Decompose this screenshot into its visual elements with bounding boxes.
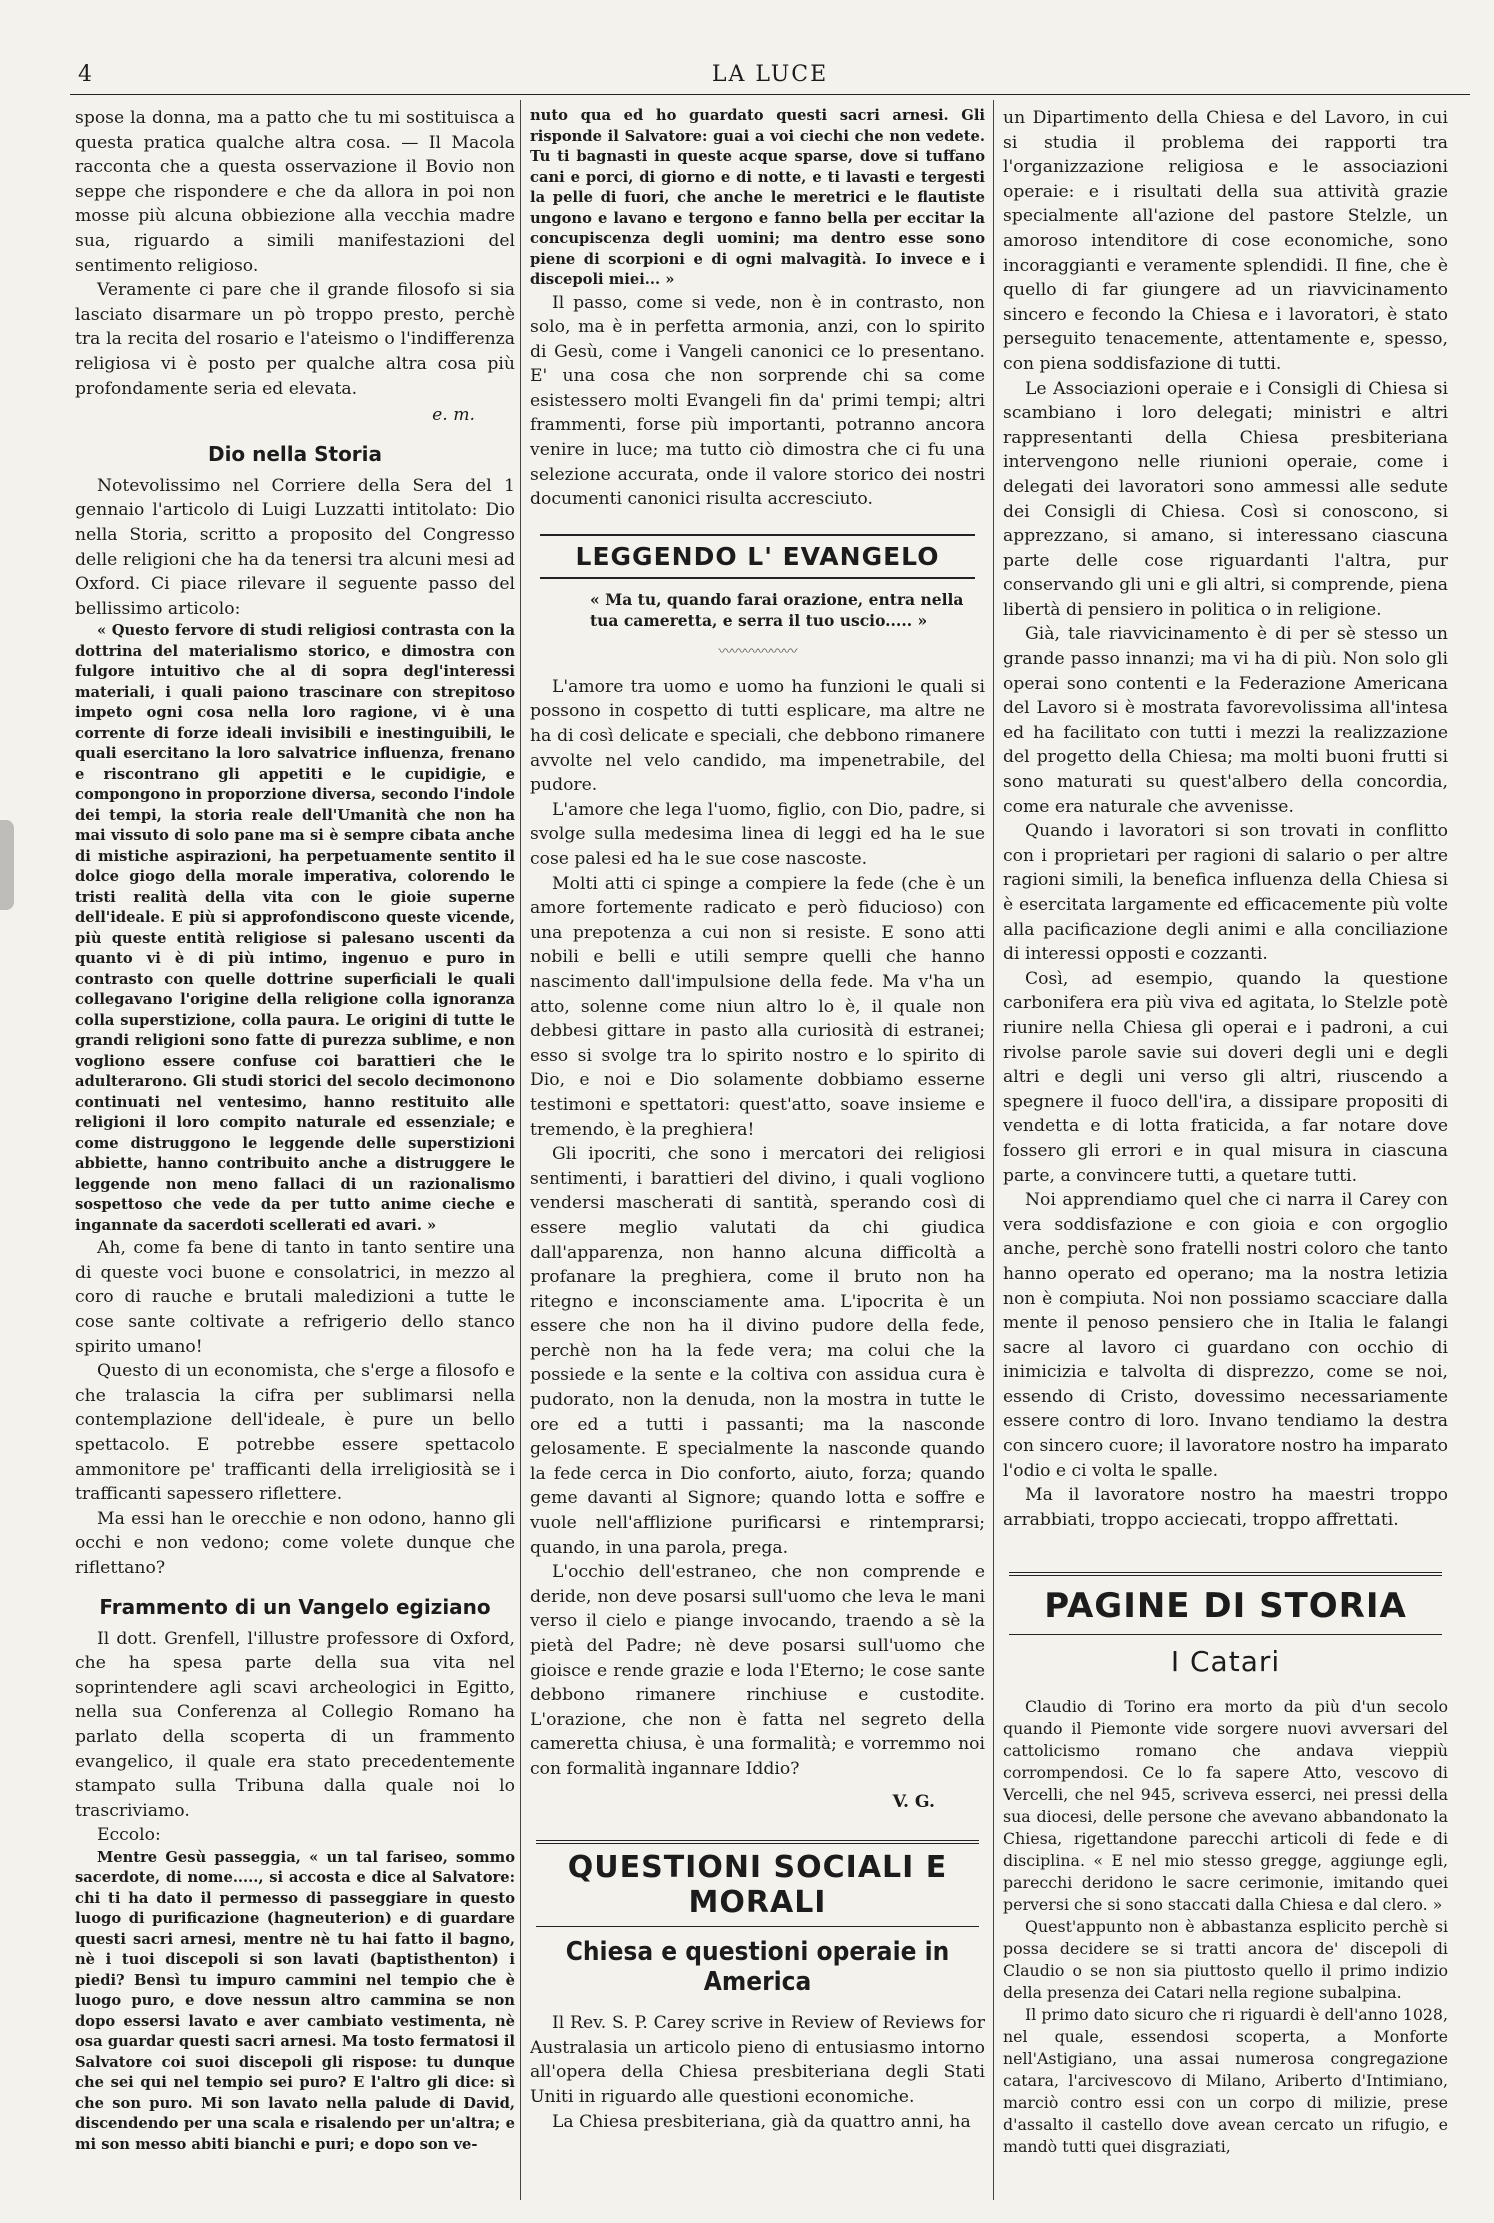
paragraph: Già, tale riavvicinamento è di per sè stesso un grande passo innanzi; ma vi ha di più. Non solo gli operai sono contenti e la Federazione Americana del Lavoro si è mostrata favorevolissima all'intesa ed ha facilitato con tutti i mezzi la realizzazione del progetto della Chiesa; ma molti buoni frutti si sono maturati su quest'albero della concordia, come era naturale che avvenisse. bbox=[1003, 624, 1448, 817]
section-heading: Frammento di un Vangelo egiziano bbox=[99, 1594, 491, 1619]
section-heading: Dio nella Storia bbox=[207, 441, 383, 466]
paragraph: Le Associazioni operaie e i Consigli di Chiesa si scambiano i loro delegati; ministri e altri rappresentanti della Chiesa presbiteriana intervengono nelle riunioni operaie, come i delegati dei lavoratori sono ammessi alle sedute dei Consigli di Chiesa. Così si conoscono, si apprezzano, si amano, si interessano ciascuna parte delle cose riguardanti l'altra, pur conservando gli uni e gli altri, si comprende, piena libertà di pensiero in politica o in religione. bbox=[1003, 378, 1448, 620]
epigraph bbox=[590, 589, 975, 631]
column-right bbox=[1003, 106, 1448, 2196]
column-divider bbox=[520, 100, 521, 2200]
section-title-leggendo: LEGGENDO L' EVANGELO bbox=[540, 534, 975, 579]
paragraph: Così, ad esempio, quando la questione carbonifera era più viva ed agitata, lo Stelzle potè riunire nella Chiesa gli operai e i padroni, a cui rivolse parole savie sui doveri degli uni e degli altri e degli uni verso gli altri, riuscendo a spegnere il fuoco dell'ira, a dissipare propositi di vendetta e di lotta fraticida, a far notare dove fossero gli errori e in qual misura in ciascuna parte, a convincere tutti, a quetare tutti. bbox=[1003, 968, 1448, 1186]
paragraph: L'occhio dell'estraneo, che non comprende e deride, non deve posarsi sull'uomo che leva le mani verso il cielo e piange invocando, traendo a sè la pietà del Padre; nè deve posarsi sull'uomo che gioisce e rende grazie e loda l'Eterno; le cose sante debbono rimanere rinchiuse e custodite. L'orazione, che non è fatta nel segreto della cameretta chiusa, è una formalità; e vorremmo noi con formalità ingannare Iddio? bbox=[530, 1562, 985, 1779]
wave-ornament: 〰〰〰〰〰〰 bbox=[718, 643, 797, 660]
page-edge-stain bbox=[0, 820, 14, 910]
paragraph: Molti atti ci spinge a compiere la fede (che è un amore fortemente radicato e però fiducioso) con una prepotenza a cui non si resiste. E sono atti nobili e belli e utili sempre quelli che hanno nascimento dall'impulsione della fede. Ma v'ha un atto, solenne come niun altro lo è, il quale non debbesi gittare in pasto alla curiosità di estranei; esso si svolge tra lo spirito nostro e lo spirito di Dio, e noi e Dio solamente dobbiamo esserne testimoni e spettatori: quest'atto, soave insieme e tremendo, è la preghiera! bbox=[530, 873, 985, 1140]
paragraph: Ma essi han le orecchie e non odono, hanno gli occhi e non vedono; come volete dunque che riflettano? bbox=[75, 1508, 515, 1578]
signature: V. G. bbox=[892, 1791, 935, 1812]
paragraph: L'amore tra uomo e uomo ha funzioni le quali si possono in cospetto di tutti esplicare, ma altre ne ha di così delicate e speciali, che debbono rimanere avvolte nel velo candido, ma impenetrabile, del pudore. bbox=[530, 676, 985, 796]
paragraph: Quest'appunto non è abbastanza esplicito perchè si possa decidere se si tratti ancora de' discepoli di Claudio o se non sia piuttosto quello il primo indizio della presenza dei Catari nella regione subalpina. bbox=[1003, 1917, 1448, 2003]
paragraph: Quando i lavoratori si son trovati in conflitto con i proprietari per ragioni di salario o per altre ragioni simili, la benefica influenza della Chiesa si è esercitata largamente ed efficacemente più volte alla pacificazione degli animi e alla conciliazione di interessi opposti e cozzanti. bbox=[1003, 821, 1448, 965]
paragraph: Il passo, come si vede, non è in contrasto, non solo, ma è in perfetta armonia, anzi, con lo spirito di Gesù, come i Vangeli canonici ce lo presentano. E' una cosa che non sorprende chi sa come esistessero molti Evangeli fin da' primi tempi; altri frammenti, forse più importanti, potranno ancora venire in luce; ma tutto ciò dimostra che ci fu una selezione accurata, onde il valore storico dei nostri documenti canonici risulta accresciuto. bbox=[530, 292, 985, 510]
column-divider bbox=[993, 100, 994, 2200]
quotation: Mentre Gesù passeggia, « un tal fariseo, sommo sacerdote, di nome....., si accosta e dice al Salvatore: chi ti ha dato il permesso di passeggiare in questo luogo di purificazione (hagneuterion) e di guardare questi sacri arnesi, mentre nè tu hai fatto il bagno, nè i tuoi discepoli si son lavati (baptisthenton) i piedi? Bensì tu impuro cammini nel tempio che è luogo puro, e dove nessun altro cammina se non dopo essersi lavato e aver cambiato vestimenta, nè osa guardar questi sacri arnesi. Ma tosto fermatosi il Salvatore coi suoi discepoli gli rispose: tu dunque che sei qui nel tempio sei puro? E l'altro gli dice: sì che son puro. Mi son lavato nella palude di David, discendendo per una scala e risalendo per un'altra; e mi son messo abiti bianchi e puri; e dopo son ve- bbox=[75, 1848, 515, 2153]
paragraph: Il Rev. S. P. Carey scrive in Review of Reviews for Australasia un articolo pieno di entusiasmo intorno all'opera della Chiesa presbiteriana degli Stati Uniti in riguardo alle questioni economiche. bbox=[530, 2013, 985, 2107]
paragraph: Ah, come fa bene di tanto in tanto sentire una di queste voci buone e consolatrici, in mezzo al coro di rauche e brutali maledizioni a tutte le cose sante coltivate a refrigerio dello stanco spirito umano! bbox=[75, 1238, 515, 1357]
page-header bbox=[70, 60, 1470, 90]
column-center bbox=[530, 106, 985, 2196]
paragraph: Il primo dato sicuro che ri riguardi è dell'anno 1028, nel quale, essendosi scoperta, a Monforte nell'Astigiano, una assai numerosa congregazione catara, l'arcivescovo di Milano, Ariberto d'Intimiano, marciò contro essi con un corpo di milizie, prese d'assalto il castello dove avean cercato un rifugio, e mandò tutti quei disgraziati, bbox=[1003, 2005, 1448, 2157]
paragraph: Eccolo: bbox=[97, 1825, 161, 1846]
epigraph-text: « Ma tu, quando farai orazione, entra nella tua cameretta, e serra il tuo uscio..... » bbox=[590, 589, 964, 630]
column-left bbox=[75, 106, 515, 2196]
article-title: Chiesa e questioni operaie in America bbox=[565, 1937, 950, 1998]
quotation: nuto qua ed ho guardato questi sacri arnesi. Gli risponde il Salvatore: guai a voi ciechi che non vedete. Tu ti bagnasti in queste acque sparse, dove si tuffano cani e porci, di giorno e di notte, e ti lavasti e tergesti la pelle di fuori, che anche le meretrici e le flautiste ungono e lavano e tergono e fanno bella per eccitar la concupiscenza degli uomini; ma dentro esse sono piene di scorpioni e di ogni malvagità. Io invece e i discepoli miei... » bbox=[530, 107, 985, 288]
paragraph: Gli ipocriti, che sono i mercatori dei religiosi sentimenti, i barattieri del divino, i quali vogliono vendersi mascherati di santità, sperando così di essere meglio valutati da chi giudica dall'apparenza, non hanno alcuna difficoltà a profanare la preghiera, come il bruto non ha ritegno e inconsciamente ama. L'ipocrita è un essere che non ha il divino pudore della fede, perchè non ha la fede vera; ma colui che la possiede e la sente e la coltiva con assidua cura è pudorato, non la denuda, non la mostra in tutte le ore ed a tutti i passanti; ma la nasconde gelosamente. E specialmente la nasconde quando la fede cerca in Dio conforto, aiuto, forza; quando geme davanti al Signore; quando lotta e soffre e vuole nell'afflizione purificarsi e rintemprarsi; quando, in una parola, prega. bbox=[530, 1144, 985, 1558]
section-banner-questioni: QUESTIONI SOCIALI E MORALI bbox=[536, 1840, 979, 1927]
page-number: 4 bbox=[78, 62, 92, 87]
paragraph: Notevolissimo nel Corriere della Sera del 1 gennaio l'articolo di Luigi Luzzatti intitolato: Dio nella Storia, scritto a proposito del Congresso delle religioni che ha da tenersi tra alcuni mesi ad Oxford. Ci piace rilevare il seguente passo del bellissimo articolo: bbox=[75, 475, 515, 619]
paragraph: Questo di un economista, che s'erge a filosofo e che tralascia la cifra per sublimarsi nella contemplazione dell'ideale, è pure un bello spettacolo. E potrebbe essere spettacolo ammonitore pe' trafficanti della irreligiosità se i trafficanti sapessero riflettere. bbox=[75, 1361, 515, 1505]
paragraph: spose la donna, ma a patto che tu mi sostituisca a questa pratica qualche altra cosa. — Il Macola racconta che a questa osservazione il Bovio non seppe che rispondere e che da allora in poi non mosse più alcuna obbiezione alla vecchia madre sua, riguardo a simili manifestazioni del sentimento religioso. bbox=[75, 108, 515, 276]
paragraph: un Dipartimento della Chiesa e del Lavoro, in cui si studia il problema dei rapporti tra l'organizzazione religiosa e le associazioni operaie: e i risultati della sua attività grazie specialmente all'azione del pastore Stelzle, un amoroso intenditore di cose economiche, sono incoraggianti e veramente splendidi. Il fine, che è quello di far giungere ad un riavvicinamento sincero e fecondo la Chiesa e i lavoratori, è stato perseguito tenacemente, attentamente e, spesso, con piena soddisfazione di tutti. bbox=[1003, 108, 1448, 374]
paragraph: La Chiesa presbiteriana, già da quattro anni, ha bbox=[552, 2111, 971, 2132]
paragraph: Claudio di Torino era morto da più d'un secolo quando il Piemonte vide sorgere nuovi avversari del cattolicismo romano che andava vieppiù corrompendosi. Ce lo fa sapere Atto, vescovo di Vercelli, che nel 945, scriveva esserci, nei pressi della sua diocesi, delle persone che avevano abbandonato la Chiesa, rigettandone parecchi articoli di fede e di disciplina. « E nel mio stesso gregge, aggiunge egli, parecchi deridono le sacre cerimonie, imitando quei perversi che si sono staccati dalla Chiesa e dal clero. » bbox=[1003, 1697, 1448, 1915]
signature: e. m. bbox=[432, 405, 475, 426]
paragraph: L'amore che lega l'uomo, figlio, con Dio, padre, si svolge sulla medesima linea di leggi ed ha le sue cose palesi ed ha le sue cose nascoste. bbox=[530, 799, 985, 869]
section-banner-pagine: PAGINE DI STORIA bbox=[1009, 1572, 1442, 1635]
paragraph: Veramente ci pare che il grande filosofo si sia lasciato disarmare un pò troppo presto, perchè tra la recita del rosario e l'ateismo o l'indifferenza religiosa vi è posto per qualche altra cosa più profondamente seria ed elevata. bbox=[75, 280, 515, 399]
header-rule bbox=[70, 94, 1470, 95]
article-title: I Catari bbox=[1170, 1645, 1281, 1679]
paragraph: Il dott. Grenfell, l'illustre professore di Oxford, che ha spesa parte della sua vita nel soprintendere agli scavi archeologici in Egitto, nella sua Conferenza al Collegio Romano ha parlato della scoperta di un frammento evangelico, il quale era stato precedentemente stampato sulla Tribuna dalla quale noi lo trascriviamo. bbox=[75, 1628, 515, 1821]
paragraph: Noi apprendiamo quel che ci narra il Carey con vera soddisfazione e con gioia e con orgoglio anche, perchè sono fratelli nostri coloro che tanto hanno operato ed operano; ma la nostra letizia non è compiuta. Noi non possiamo scacciare dalla mente il penoso pensiero che in Italia le falangi sacre al lavoro ci guardano con occhio di inimicizia e talvolta di disprezzo, come se noi, essendo di Cristo, dovessimo necessariamente essere contro di loro. Invano tendiamo la destra con sincero cuore; il lavoratore nostro ha imparato l'odio e ci volta le spalle. bbox=[1003, 1190, 1448, 1481]
quotation: « Questo fervore di studi religiosi contrasta con la dottrina del materialismo storico, e dimostra con fulgore intuitivo che al di sopra degl'interessi materiali, i quali paiono trascinare con strepitoso impeto ogni cosa nella loro ragione, vi è una corrente di forze ideali invisibili e inestinguibili, le quali esercitano la loro salvatrice influenza, frenano e riscontrano gli appetiti e le cupidigie, e compongono in proporzione diversa, secondo l'indole dei tempi, la storia reale dell'Umanità che non ha mai vissuto di solo pane ma si è sempre cibata anche di mistiche aspirazioni, ha perpetuamente sentito il dolce giogo della morale imperativa, colorendo le tristi realità della vita con le gioie superne dell'ideale. E più si approfondiscono queste vicende, più queste entità religiose si palesano uscenti da quanto vi è di più intimo, ingenuo e puro in contrasto con quelle dottrine superficiali le quali collegavano l'origine della religione colla ignoranza colla superstizione, colla paura. Le origini di tutte le grandi religioni sono fatte di purezza sublime, e non vogliono essere confuse coi barattieri che le adulterarono. Gli studi storici del secolo decimonono continuati nel ventesimo, hanno restituito alle religioni il loro compito naturale ed essenziale; e come distruggono le leggende delle superstizioni abbiette, hanno contribuito anche a distruggere le leggende non meno fallaci di un razionalismo sospettoso che vede da per tutto anime cieche e ingannate da sacerdoti scellerati ed avari. » bbox=[75, 622, 515, 1234]
running-title: LA LUCE bbox=[711, 62, 829, 87]
paragraph: Ma il lavoratore nostro ha maestri troppo arrabbiati, troppo acciecati, troppo affrettati. bbox=[1003, 1485, 1448, 1530]
